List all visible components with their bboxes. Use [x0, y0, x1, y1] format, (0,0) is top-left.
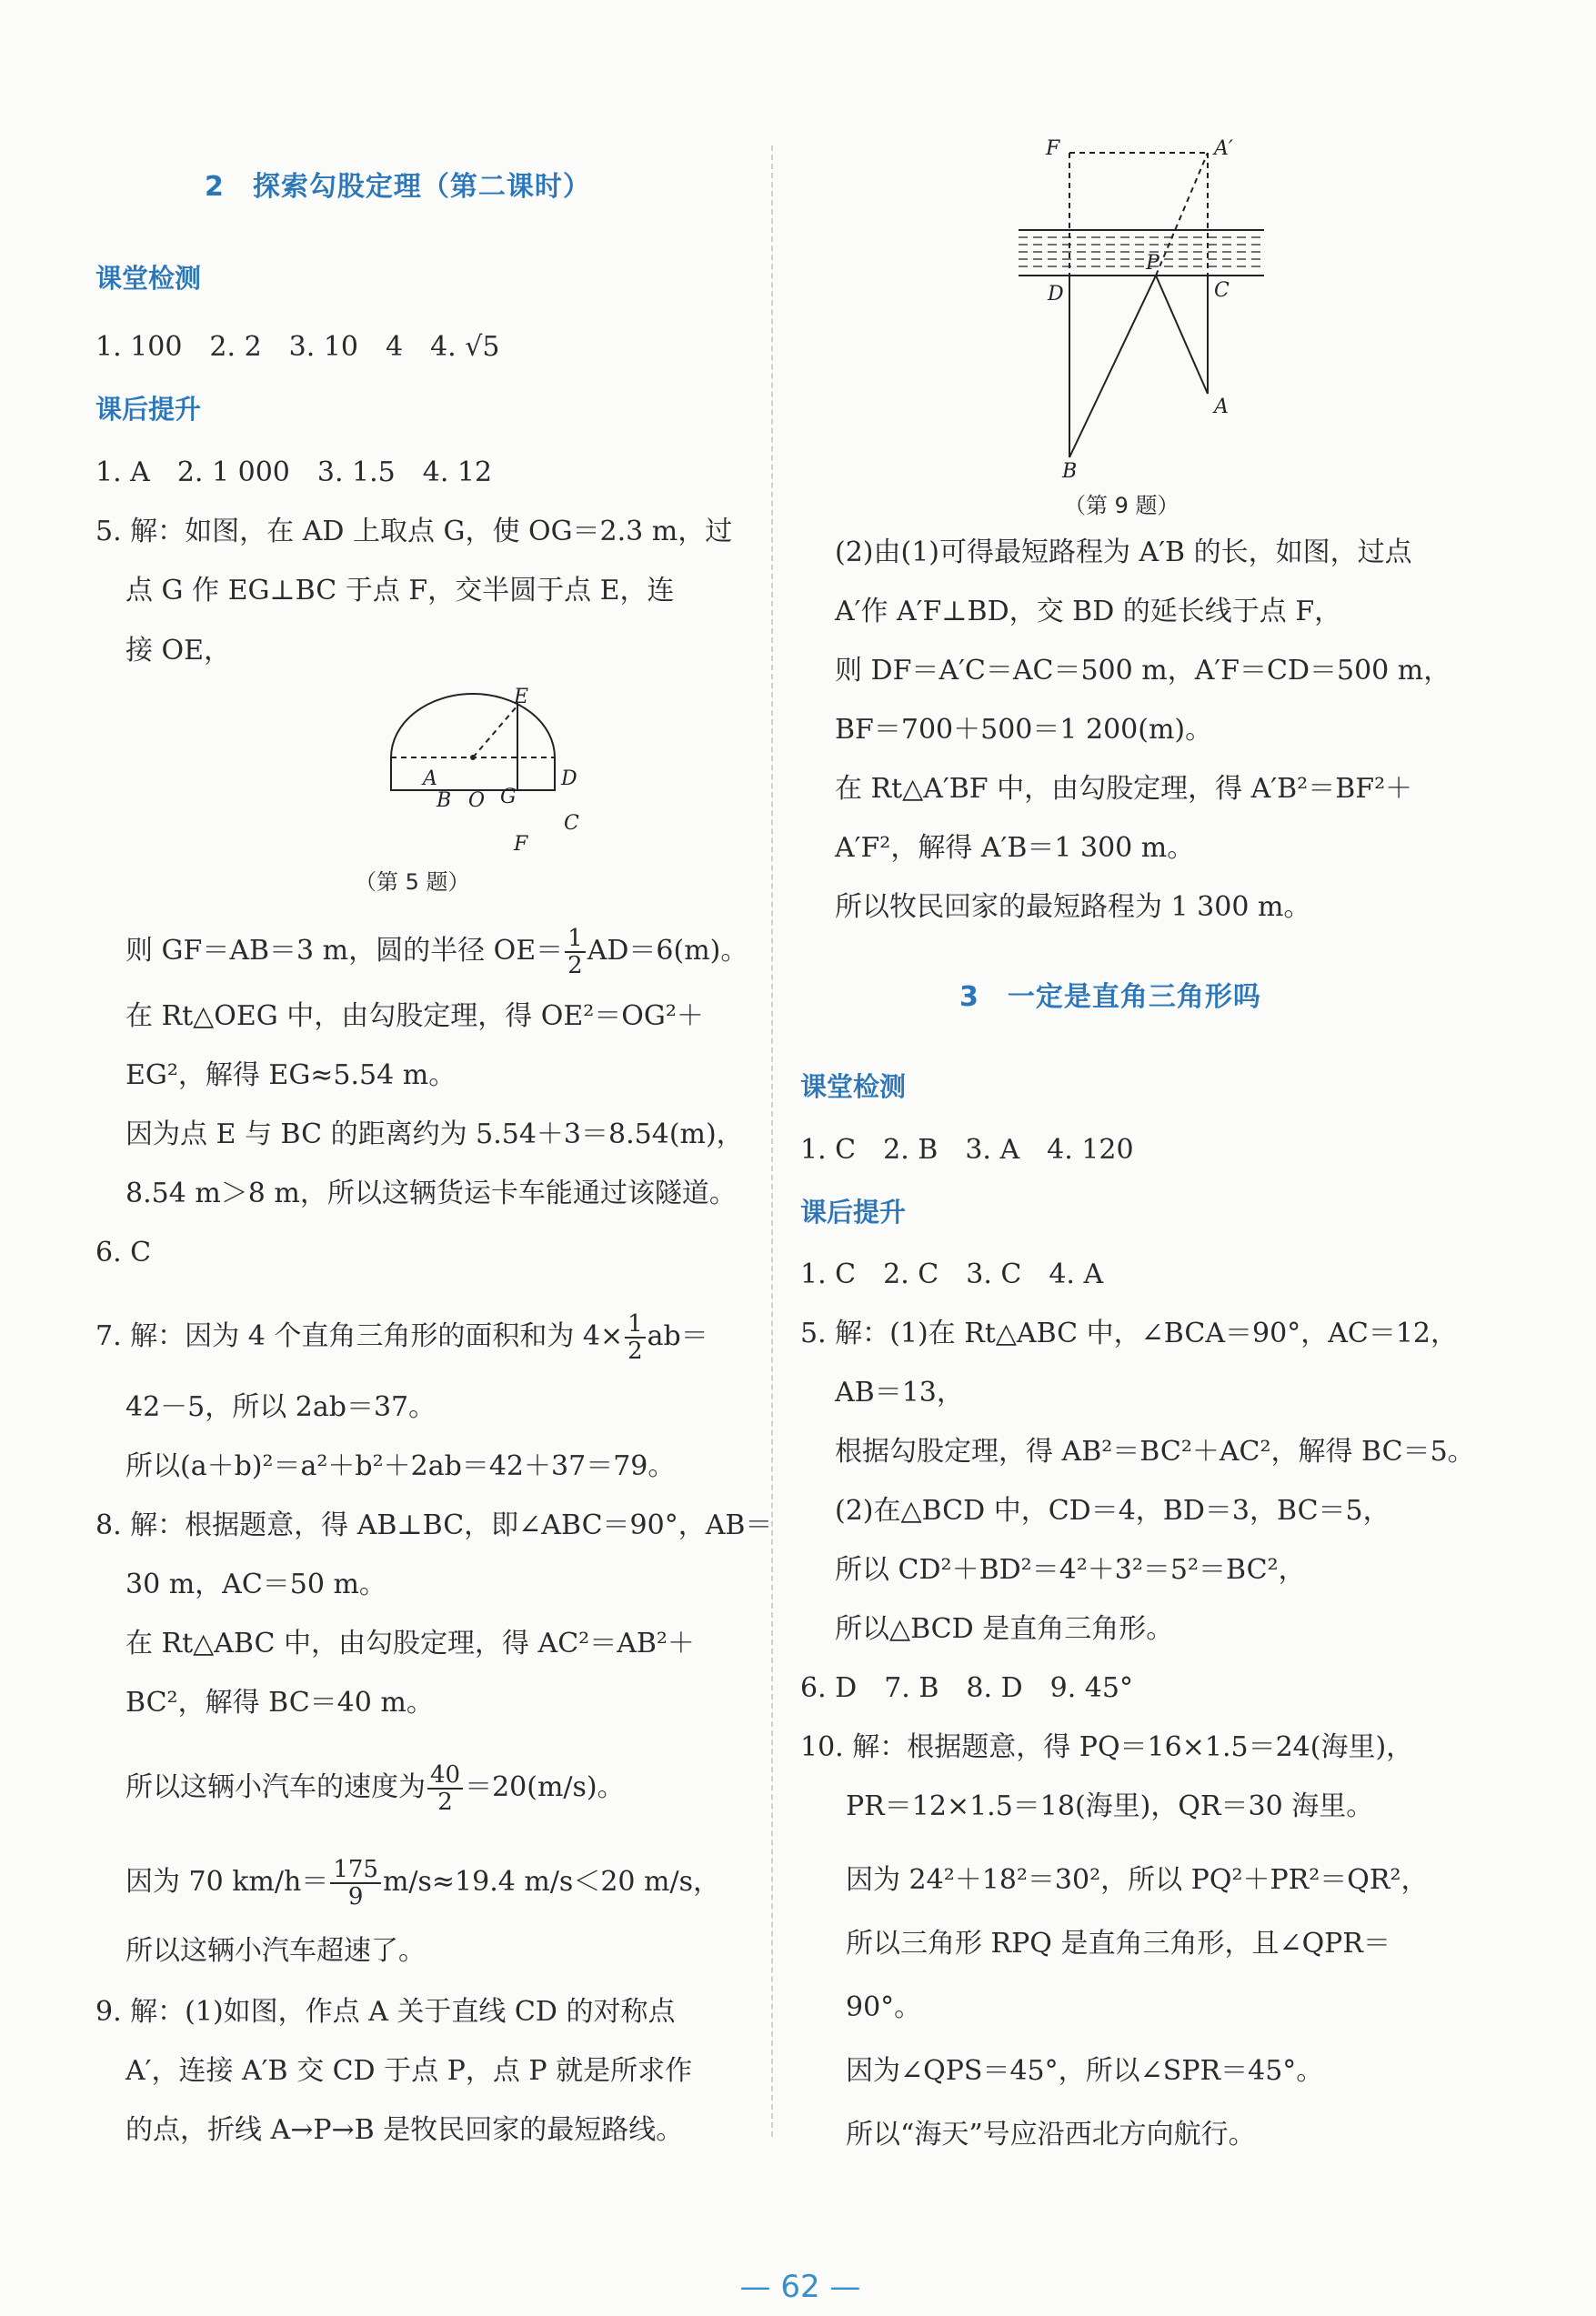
figure-9-caption: （第 9 题） — [1064, 493, 1179, 518]
text-line: 所以“海天”号应沿西北方向航行。 — [846, 2119, 1256, 2151]
section-title: 3 一定是直角三角形吗 — [959, 981, 1261, 1013]
text-line: 30 m，AC＝50 m。 — [125, 1569, 386, 1600]
text-line: 所以 CD²＋BD²＝4²＋3²＝5²＝BC²， — [835, 1554, 1306, 1586]
text-line: 8. 解：根据题意，得 AB⊥BC，即∠ABC＝90°，AB＝ — [95, 1509, 773, 1541]
label-B: B — [437, 789, 452, 812]
text-line: 10. 解：根据题意，得 PQ＝16×1.5＝24(海里)， — [800, 1731, 1414, 1763]
text-line: BF＝700＋500＝1 200(m)。 — [835, 714, 1213, 746]
fraction: $\frac{175}{9}$ — [330, 1857, 381, 1910]
text-line: 接 OE， — [125, 635, 232, 667]
fraction: $\frac{1}{2}$ — [625, 1311, 646, 1364]
label-F: F — [1046, 137, 1060, 160]
text-line: 点 G 作 EG⊥BC 于点 F，交半圆于点 E，连 — [125, 575, 675, 607]
text-line: EG²，解得 EG≈5.54 m。 — [125, 1059, 457, 1091]
answer-line: 1. 100 2. 2 3. 10 4 4. √5 — [95, 331, 500, 363]
text-line: AB＝13， — [835, 1377, 964, 1409]
text-line: 在 Rt△OEG 中，由勾股定理，得 OE²＝OG²＋ — [125, 1000, 704, 1032]
fraction: $\frac{40}{2}$ — [427, 1762, 463, 1815]
fraction: $\frac{1}{2}$ — [565, 926, 586, 978]
figure-5-caption: （第 5 题） — [355, 869, 470, 895]
text-line: 在 Rt△A′BF 中，由勾股定理，得 A′B²＝BF²＋ — [835, 773, 1413, 805]
text-line: 因为点 E 与 BC 的距离约为 5.54＋3＝8.54(m)， — [125, 1118, 744, 1150]
column-divider — [771, 145, 773, 2137]
text-line: 则 DF＝A′C＝AC＝500 m，A′F＝CD＝500 m， — [835, 655, 1451, 687]
label-A: A — [423, 767, 437, 790]
label-F: F — [514, 833, 528, 855]
answer-line: 1. A 2. 1 000 3. 1.5 4. 12 — [95, 456, 493, 488]
text-line: 所以这辆小汽车的速度为 $\frac{40}{2}$ ＝20(m/s)。 — [125, 1761, 625, 1816]
text-line: (2)由(1)可得最短路程为 A′B 的长，如图，过点 — [835, 536, 1412, 568]
subheading-after-class: 课后提升 — [95, 394, 202, 425]
label-P: P — [1146, 252, 1159, 275]
text-line: 则 GF＝AB＝3 m，圆的半径 OE＝ $\frac{1}{2}$ AD＝6(m)。 — [125, 925, 748, 979]
label-D: D — [1048, 283, 1064, 306]
text-line: 所以牧民回家的最短路程为 1 300 m。 — [835, 891, 1311, 923]
text-line: BC²，解得 BC＝40 m。 — [125, 1687, 434, 1719]
label-O: O — [468, 789, 486, 812]
subheading-classroom-check: 课堂检测 — [95, 263, 202, 294]
text-line: 根据勾股定理，得 AB²＝BC²＋AC²，解得 BC＝5。 — [835, 1436, 1475, 1468]
answer-line: 6. D 7. B 8. D 9. 45° — [800, 1672, 1133, 1704]
text-line: 所以三角形 RPQ 是直角三角形，且∠QPR＝ — [846, 1928, 1390, 1960]
text-line: A′作 A′F⊥BD，交 BD 的延长线于点 F， — [835, 596, 1342, 627]
text-line: 5. 解：如图，在 AD 上取点 G，使 OG＝2.3 m，过 — [95, 516, 733, 547]
figure-5-tunnel-diagram — [323, 687, 632, 855]
section-title: 2 探索勾股定理（第二课时） — [205, 171, 591, 203]
text-line: PR＝12×1.5＝18(海里)，QR＝30 海里。 — [846, 1790, 1374, 1822]
label-C: C — [564, 812, 579, 835]
text-line: 所以△BCD 是直角三角形。 — [835, 1613, 1174, 1645]
text-line: 5. 解：(1)在 Rt△ABC 中，∠BCA＝90°，AC＝12， — [800, 1318, 1458, 1349]
label-A-prime: A′ — [1214, 137, 1233, 160]
label-G: G — [500, 786, 517, 808]
text-line: 7. 解：因为 4 个直角三角形的面积和为 4× $\frac{1}{2}$ ab＝ — [95, 1310, 708, 1365]
label-A: A — [1214, 396, 1229, 418]
answer-line: 1. C 2. B 3. A 4. 120 — [800, 1134, 1134, 1166]
label-D: D — [561, 767, 577, 790]
text-line: 42－5，所以 2ab＝37。 — [125, 1391, 437, 1423]
text-line: 因为∠QPS＝45°，所以∠SPR＝45°。 — [846, 2055, 1324, 2087]
label-E: E — [514, 687, 529, 708]
text-line: 所以这辆小汽车超速了。 — [125, 1935, 426, 1967]
text-line: 在 Rt△ABC 中，由勾股定理，得 AC²＝AB²＋ — [125, 1628, 695, 1659]
text-line: 所以(a＋b)²＝a²＋b²＋2ab＝42＋37＝79。 — [125, 1450, 676, 1482]
text-line: 6. C — [95, 1237, 152, 1268]
subheading-after-class: 课后提升 — [800, 1197, 907, 1228]
subheading-classroom-check: 课堂检测 — [800, 1071, 907, 1102]
text-line: 8.54 m＞8 m，所以这辆货运卡车能通过该隧道。 — [125, 1178, 737, 1209]
text-line: 因为 70 km/h＝ $\frac{175}{9}$ m/s≈19.4 m/s＜20 m/s， — [125, 1856, 720, 1910]
figure-9-river-diagram — [1009, 135, 1282, 480]
answer-line: 1. C 2. C 3. C 4. A — [800, 1258, 1104, 1290]
text-line: A′F²，解得 A′B＝1 300 m。 — [835, 832, 1195, 864]
text-line: A′，连接 A′B 交 CD 于点 P，点 P 就是所求作 — [125, 2055, 693, 2087]
text-line: 的点，折线 A→P→B 是牧民回家的最短路线。 — [125, 2114, 684, 2146]
label-B: B — [1062, 460, 1078, 480]
text-line: 9. 解：(1)如图，作点 A 关于直线 CD 的对称点 — [95, 1996, 676, 2028]
label-C: C — [1214, 279, 1230, 302]
text-line: 因为 24²＋18²＝30²，所以 PQ²＋PR²＝QR²， — [846, 1864, 1429, 1896]
text-line: (2)在△BCD 中，CD＝4，BD＝3，BC＝5， — [835, 1495, 1390, 1527]
page-number: — 62 — — [739, 2269, 861, 2305]
text-line: 90°。 — [846, 1991, 922, 2023]
